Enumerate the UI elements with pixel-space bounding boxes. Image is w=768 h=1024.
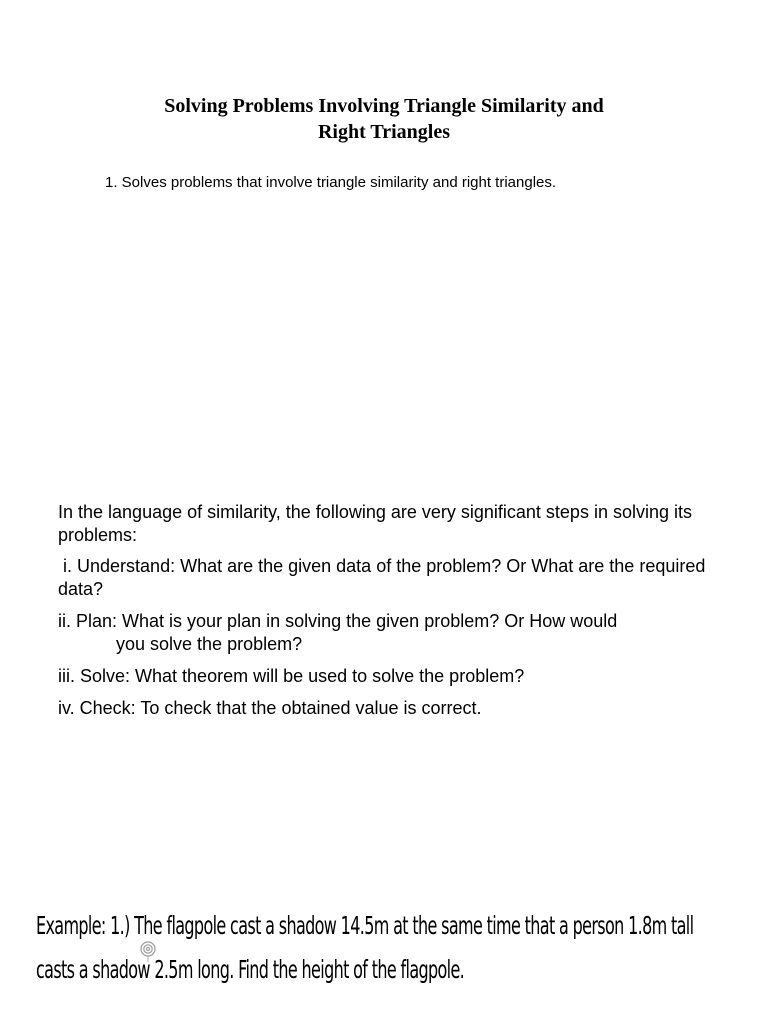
example-line-2: casts a shadow 2.5m long. Find the height of the flagpole. (36, 955, 465, 984)
step-solve: iii. Solve: What theorem will be used to solve the problem? (58, 666, 525, 686)
step-plan (58, 610, 718, 656)
step-understand: i. Understand: What are the given data of the problem? Or What are the required data? (58, 556, 711, 599)
step-plan-line-2: you solve the problem? (116, 634, 303, 654)
learning-objective: 1. Solves problems that involve triangle similarity and right triangles. (105, 174, 557, 191)
example-line-1: Example: 1.) The flagpole cast a shadow 14.5m at the same time that a person 1.8m tall (36, 911, 694, 940)
steps-intro: In the language of similarity, the following are very significant steps in solving its problems: (58, 502, 692, 545)
title-line-2: Right Triangles (317, 121, 451, 143)
title-line-1: Solving Problems Involving Triangle Similarity and (164, 95, 604, 117)
document-title (0, 93, 768, 145)
watermark-icon (139, 940, 157, 962)
step-plan-line-1: ii. Plan: What is your plan in solving the given problem? Or How would (58, 611, 618, 631)
step-check: iv. Check: To check that the obtained value is correct. (58, 698, 482, 718)
problem-solving-steps (58, 501, 718, 729)
